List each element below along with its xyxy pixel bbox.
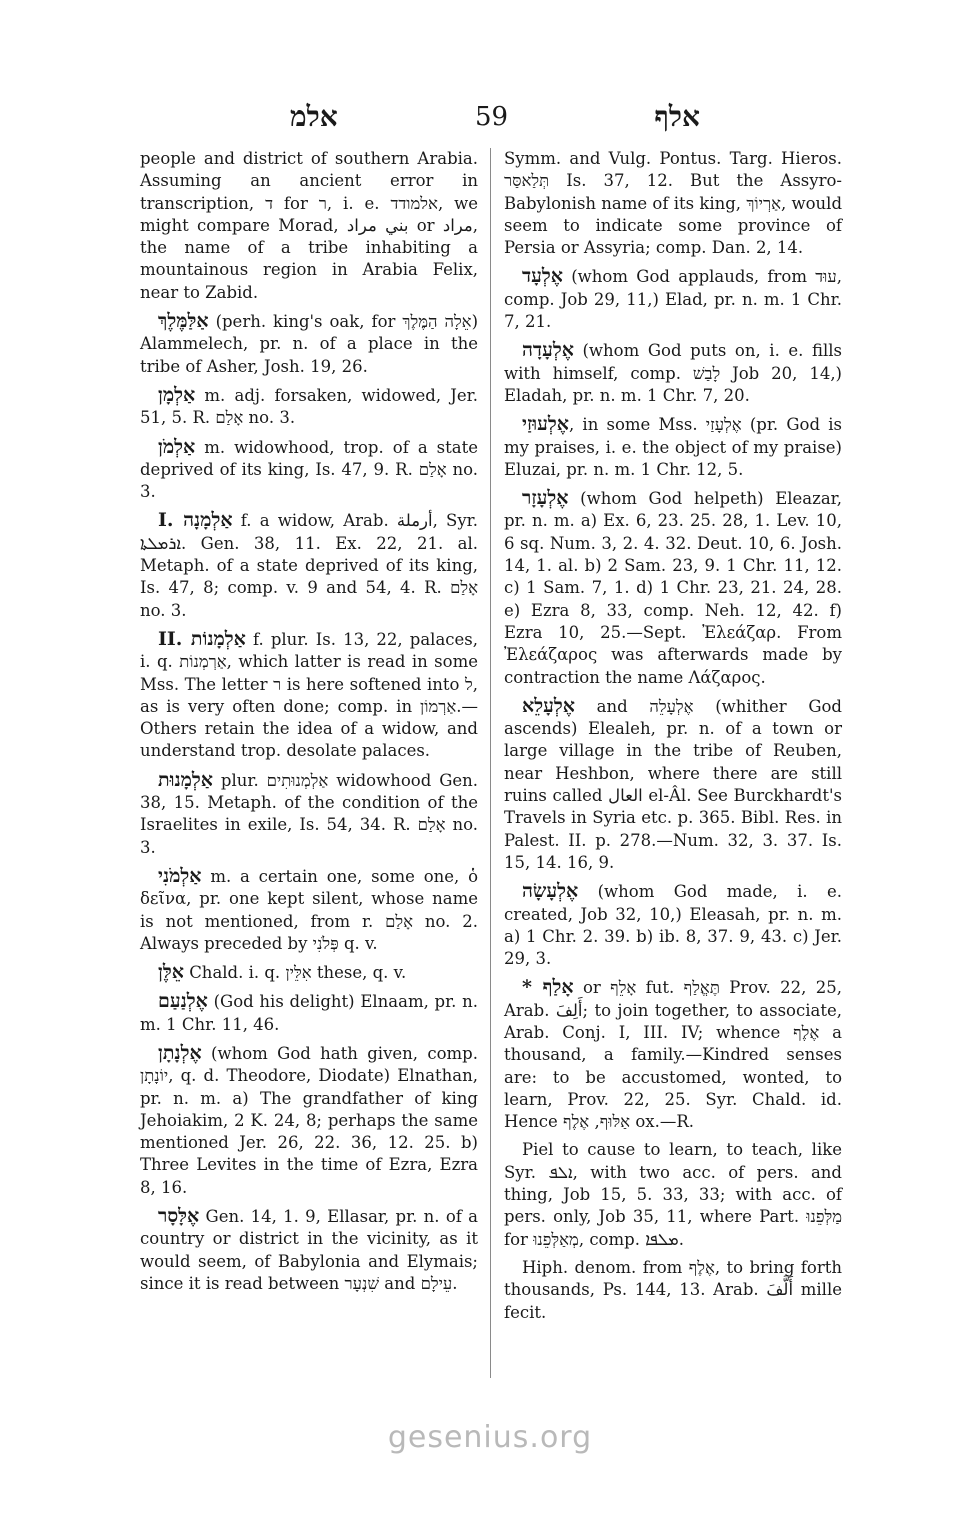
column-divider — [490, 148, 491, 1378]
entry-eleasah: אֶלְעָשָׂה (whom God made, i. e. created, Job 32, 10,) Eleasah, pr. n. m. a) 1 Chr. 2. 39. b) ib. 8, 37. 9, 43. c) Jer. 29, 3. — [504, 880, 843, 969]
entry-eluzai: אֶלְעוּזַי, in some Mss. אֶלְעָזַי (pr. God is my praises, i. e. the object of my praise) Eluzai, pr. n. m. 1 Chr. 12, 5. — [504, 413, 842, 479]
headword: אַלַּמֶּלֶךְ — [158, 310, 209, 333]
right-column — [504, 148, 842, 1330]
entry-piel: Piel to cause to learn, to teach, like Syr. ܐܠܦ, with two acc. of pers. and thing, Job 15, 5. 33, 33; with acc. of pers. only, Job 35, 11, where Part. מַלְּפֵנוּ for מְאַלְּפֵנוּ, comp. ܡܠܦܐ. — [504, 1140, 842, 1249]
headword: I. אַלְמָנָה — [158, 509, 233, 532]
entry-elnathan: אֶלְנָתָן (whom God hath given, comp. יוֹנָתָן, q. d. Theodore, Diodate) Elnathan, pr. n. m. a) The grandfather of king Jehoiakim, 2 K. 24, 8; perhaps the same mentioned Jer. 26, 22. 36, 12. 25. b) Three Levites in the time of Ezra, Ezra 8, 16. — [140, 1041, 478, 1197]
headword: אֵלֶּן — [158, 961, 184, 984]
headword: אֶלְעָלֵא — [522, 694, 575, 717]
entry-eleazar: אֶלְעָזָר (whom God helpeth) Eleazar, pr. n. m. a) Ex. 6, 23. 25. 28, 1. Lev. 10, 6 sq. Num. 3, 2. 4. 32. Deut. 10, 6. Josh. 14, 1. al. b) 2 Sam. 23, 9. 1 Chr. 11, 12. c) 1 Sam. 7, 1. d) 1 Chr. 23, 21. 24, 28. e) Ezra 8, 33, comp. Neh. 12, 42. f) Ezra 10, 25.—Sept. Ἐλεάζαρ. From Ἐλεάζαρος was afterwards made by contraction the name Λάζαρος. — [504, 487, 842, 687]
header-right-word: אלף — [654, 100, 700, 133]
header-left-word: אלמ — [290, 100, 338, 133]
entry-ellasar: אֶלָּסָר Gen. 14, 1. 9, Ellasar, pr. n. of a country or district in the vicinity, as it would seem, of Babylonia and Elymais; since it is read between שִׁנְעָר and עֵילָם. — [140, 1205, 478, 1293]
headword: אֶלְעָשָׂה — [522, 880, 579, 903]
entry-continuation: people and district of southern Arabia. Assuming an ancient error in transcription, ד for ר, i. e. אלמודד, we might compare Morad, بني مراد or مراد, the name of a tribe inhabiting a mountainous region in Arabia Felix, near to Zabid. — [140, 149, 478, 302]
entry-continuation: Symm. and Vulg. Pontus. Targ. Hieros. תְּלַאסַּר Is. 37, 12. But the Assyro-Babylonish name of its king, אַרְיוֹךְ, would seem to indicate some province of Persia or Assyria; comp. Dan. 2, 14. — [504, 149, 843, 258]
headword: אַלְמֹן — [158, 435, 196, 458]
headword: אַלְמֹנִי — [158, 864, 202, 887]
entry-almoni: אַלְמֹנִי m. a certain one, some one, ὁ δεῖνα, pr. one kept silent, whose name is not mentioned, from r. אָלַם no. 2. Always preceded by פְּלֹנִי q. v. — [140, 864, 478, 953]
headword: אֶלְעָדָה — [522, 339, 574, 362]
headword: * אָלַף — [522, 976, 574, 999]
headword: אֶלְעוּזַי — [522, 413, 569, 436]
page-number: 59 — [475, 102, 509, 132]
entry-hiph: Hiph. denom. from אֶלֶף, to bring forth thousands, Ps. 144, 13. Arab. أَلَّفَ mille fecit. — [504, 1257, 842, 1322]
headword: II. אַלְמָנוֹת — [158, 627, 246, 650]
entry-alaph: * אָלַף or אָלֵף fut. תֶּאֱלַף Prov. 22, 25, Arab. أَلِفَ; to join together, to associate, Arab. Conj. I, III. IV; whence אֶלֶף a thousand, a family.—Kindred senses are: to be accustomed, wonted, to learn, Prov. 22, 25. Syr. Chald. id. Hence אַלּוּף, אֶלֶף ox.—R. — [504, 976, 842, 1132]
headword: אַלְמָנוּת — [158, 768, 213, 791]
entry-elad: אֶלְעָד (whom God applauds, from עוּד, comp. Job 29, 11,) Elad, pr. n. m. 1 Chr. 7, 21. — [504, 265, 842, 332]
headword: אֶלָּסָר — [158, 1205, 200, 1228]
entry-alammelech: אַלַּמֶּלֶךְ (perh. king's oak, for אֵלָה הַמֶּלֶךְ) Alammelech, pr. n. of a place in the tribe of Asher, Josh. 19, 26. — [140, 310, 479, 376]
page-header — [140, 100, 850, 140]
entry-almanot: II. אַלְמָנוֹת f. plur. Is. 13, 22, palaces, i. q. אַרְמְנוֹת, which latter is read in some Mss. The letter ר is here softened into ל, as is very often done; comp. in אַרְמוֹן.—Others retain the idea of a widow, and understand trop. desolate palaces. — [140, 627, 478, 761]
watermark: gesenius.org — [387, 1420, 593, 1455]
entry-elnaam: אֶלְנַעַם (God his delight) Elnaam, pr. n. m. 1 Chr. 11, 46. — [140, 990, 479, 1034]
headword: אֶלְעָד — [522, 265, 563, 288]
entry-almon: אַלְמֹן m. widowhood, trop. of a state deprived of its king, Is. 47, 9. R. אָלַם no. 3. — [140, 435, 479, 502]
entry-alman: אַלְמָן m. adj. forsaken, widowed, Jer. 51, 5. R. אָלַם no. 3. — [140, 383, 478, 428]
entry-almanah: I. אַלְמָנָה f. a widow, Arab. أرملة, Syr. ܐܪܡܠܬܐ. Gen. 38, 11. Ex. 22, 21. al. Metaph. of a state deprived of its king, Is. 47, 8; comp. v. 9 and 54, 4. R. אָלַם no. 3. — [140, 509, 478, 620]
entry-elleh: אֵלֶּן Chald. i. q. אִלֵּין these, q. v. — [158, 961, 407, 984]
entry-elealeh: אֶלְעָלֵא and אֶלְעָלֵה (whither God ascends) Elealeh, pr. n. of a town or large village in the tribe of Reuben, near Heshbon, where there are still ruins called العال el-Âl. See Burckhardt's Travels in Syria etc. p. 365. Bibl. Res. in Palest. II. p. 278.—Num. 32, 3. 37. Is. 15, 14. 16, 9. — [504, 694, 842, 872]
headword: אֶלְנַעַם — [158, 990, 208, 1013]
left-column — [140, 148, 478, 1301]
entry-eladah: אֶלְעָדָה (whom God puts on, i. e. fills with himself, comp. לָבַשׁ Job 20, 14,) Eladah, pr. n. m. 1 Chr. 7, 20. — [504, 339, 842, 405]
entry-almanut: אַלְמָנוּת plur. אַלְמְנוּתִים widowhood Gen. 38, 15. Metaph. of the condition of the Israelites in exile, Is. 54, 34. R. אָלַם no. 3. — [140, 768, 479, 857]
headword: אֶלְעָזָר — [522, 487, 569, 510]
headword: אֶלְנָתָן — [158, 1041, 202, 1064]
headword: אַלְמָן — [158, 383, 196, 406]
